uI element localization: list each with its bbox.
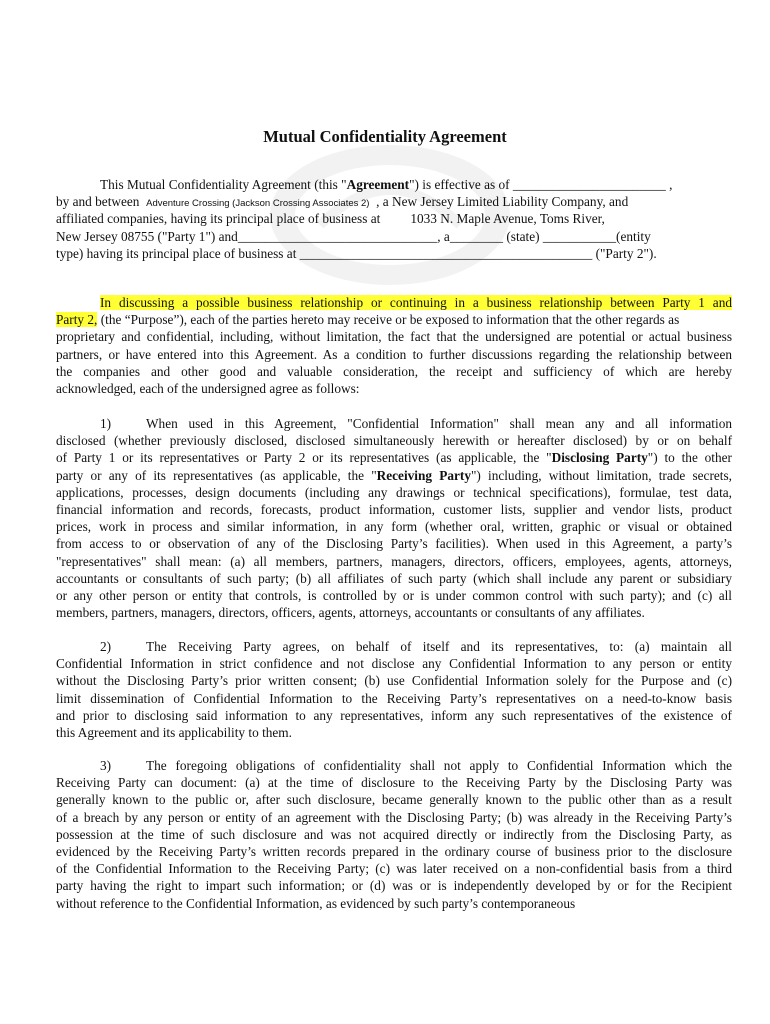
section-1-line-2b: ") to the other — [647, 450, 732, 466]
section-2-line-1: Confidential Information in strict confidence and not disclose any Confidential Information to any person or entity — [56, 656, 732, 672]
section-1-line-3 — [56, 467, 732, 484]
intro-text-b: ") is effective as of _______________________ , — [409, 177, 673, 192]
purpose-line-5: the companies and other good and valuable consideration, the receipt and sufficiency of which are hereby — [56, 363, 732, 379]
section-2-line-5: this Agreement and its applicability to them. — [56, 724, 292, 740]
intro-by-and-between: by and between — [56, 194, 140, 210]
intro-text-a: This Mutual Confidentiality Agreement (this " — [100, 177, 347, 192]
purpose-rest: (the “Purpose”), each of the parties hereto may receive or be exposed to information that the other regards as — [97, 312, 680, 328]
section-3-line-8: without reference to the Confidential Information, as evidenced by such party’s contemporaneous — [56, 895, 576, 911]
section-1-first: When used in this Agreement, "Confidential Information" shall mean any and all information — [146, 416, 732, 431]
section-1-line-6: prices, work in process and similar information, in any form (whether oral, written, graphic or visual or obtained — [56, 519, 732, 535]
section-1-number: 1) — [100, 416, 112, 431]
purpose-line-3: proprietary and confidential, including, without limitation, the fact that the undersigned are potential or actual business — [56, 329, 732, 345]
intro-principal-place: affiliated companies, having its principal place of business at — [56, 211, 381, 227]
section-3-line-2: generally known to the public or, after such disclosure, became generally known to the public other than as a result — [56, 792, 732, 808]
disclosing-party-term: Disclosing Party — [551, 450, 648, 466]
section-1-line-11: members, partners, managers, directors, officers, agents, attorneys, accountants or consultants of any affiliates. — [56, 605, 645, 621]
intro-llc-text: , a New Jersey Limited Liability Company, and — [376, 194, 629, 210]
section-1-paragraph — [56, 415, 732, 621]
intro-line-4: New Jersey 08755 ("Party 1") and______________________________, a________ (state) ___________(entity — [56, 228, 651, 244]
section-3-line-5: evidenced by the Receiving Party’s written records prepared in the ordinary course of business prior to the disclosure — [56, 843, 732, 859]
section-3-first: The foregoing obligations of confidentiality shall not apply to Confidential Information which the — [146, 758, 732, 773]
section-2-paragraph — [56, 638, 732, 741]
section-3-line-7: party having the right to impart such information; or (d) was or is independently developed by or for the Recipient — [56, 878, 732, 894]
section-1-line-4: applications, processes, design documents (including any drawings or technical specifications), formulae, test data, — [56, 484, 732, 500]
section-3-paragraph — [56, 757, 732, 912]
section-2-line-4: and prior to disclosing said information to any representatives, inform any such representatives of the existence of — [56, 707, 732, 723]
agreement-term: Agreement — [346, 177, 410, 192]
section-2-line-2: without the Disclosing Party’s prior written consent; (b) use Confidential Information solely for the Purpose and (c) — [56, 673, 732, 689]
document-title: Mutual Confidentiality Agreement — [263, 127, 507, 146]
intro-line-2 — [56, 193, 732, 210]
section-3-line-0 — [56, 757, 732, 774]
section-3-line-4: possession at the time of such disclosure and was not acquired directly or indirectly from the Disclosing Party, as — [56, 826, 732, 842]
section-2-line-0 — [56, 638, 732, 655]
section-1-line-7: from access to or observation of any of the Disclosing Party’s facilities). When used in this Agreement, a party’s — [56, 536, 732, 552]
section-3-line-6: of the Confidential Information to the Receiving Party; (c) was later received on a non-confidential basis from a third — [56, 861, 732, 877]
section-1-line-8: "representatives" shall mean: (a) all members, partners, managers, directors, officers, employees, agents, attorneys, — [56, 553, 732, 569]
section-1-line-10: or any other person or entity that controls, is controlled by or is under common control with such party); and (c) all — [56, 587, 732, 603]
section-2-first: The Receiving Party agrees, on behalf of itself and its representatives, to: (a) maintain all — [146, 639, 732, 654]
section-1-line-3b: ") including, without limitation, trade secrets, — [470, 467, 732, 483]
intro-line-3 — [56, 210, 732, 227]
intro-line-5: type) having its principal place of business at ____________________________________________ ("Party 2"). — [56, 245, 657, 261]
section-2-number: 2) — [100, 639, 112, 654]
section-3-line-3: of a breach by any person or entity of an agreement with the Disclosing Party; (b) was already in the Receiving Party’s — [56, 809, 732, 825]
section-1-line-9: accountants or consultants of such party; (b) all affiliates of such party (which shall include any parent or subsidiary — [56, 570, 732, 586]
purpose-highlight-1: In discussing a possible business relationship or continuing in a business relationship between Party 1 and — [100, 295, 732, 310]
purpose-line-4: partners, or have entered into this Agreement. As a condition to further discussions regarding the relationship between — [56, 346, 732, 362]
intro-line-1 — [56, 176, 732, 193]
receiving-party-term: Receiving Party — [376, 467, 471, 483]
party1-name: Adventure Crossing (Jackson Crossing Associates 2) — [146, 198, 370, 210]
section-1-line-5: financial information and records, forecasts, product information, customer lists, supplier and vendor lists, product — [56, 501, 732, 517]
section-1-line-2 — [56, 449, 732, 466]
section-1-line-3a: party or any of its representatives (as applicable, the " — [56, 467, 377, 483]
section-2-line-3: limit dissemination of Confidential Information to the Receiving Party’s representatives on a need-to-know basis — [56, 690, 732, 706]
section-1-line-0 — [56, 415, 732, 432]
purpose-line-6: acknowledged, each of the undersigned agree as follows: — [56, 380, 360, 396]
intro-paragraph — [56, 176, 732, 262]
purpose-line-2 — [56, 311, 732, 328]
section-1-line-1: disclosed (whether previously disclosed, disclosed simultaneously herewith or hereafter disclosed) by or on behalf — [56, 433, 732, 449]
purpose-highlight-2: Party 2, — [56, 312, 98, 328]
section-3-number: 3) — [100, 758, 112, 773]
party1-address: 1033 N. Maple Avenue, Toms River, — [410, 211, 605, 227]
section-3-line-1: Receiving Party can document: (a) at the time of disclosure to the Receiving Party by the Disclosing Party was — [56, 775, 732, 791]
purpose-line-1 — [56, 294, 732, 311]
section-1-line-2a: of Party 1 or its representatives or Party 2 or its representatives (as applicable, the " — [56, 450, 552, 466]
purpose-paragraph — [56, 294, 732, 397]
